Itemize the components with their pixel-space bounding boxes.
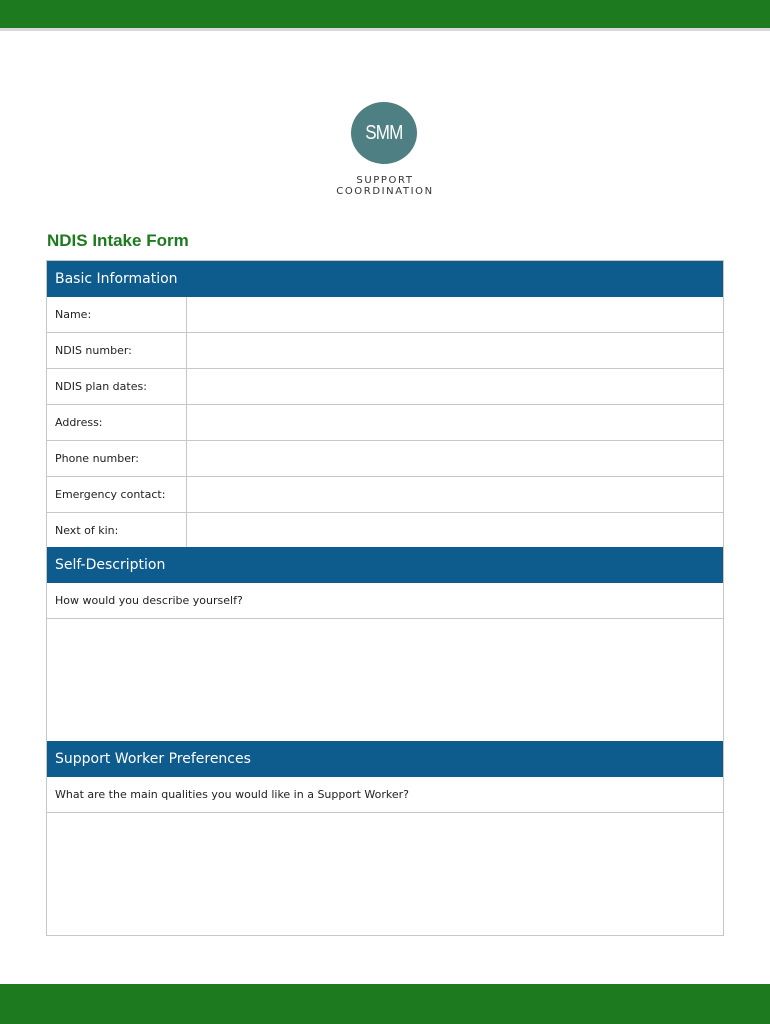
field-label-phone-number: Phone number: [47, 441, 187, 476]
worker-preferences-answer-field[interactable] [47, 813, 723, 935]
self-description-answer-field[interactable] [47, 619, 723, 741]
top-divider [0, 28, 770, 31]
field-label-address: Address: [47, 405, 187, 440]
field-label-emergency-contact: Emergency contact: [47, 477, 187, 512]
field-label-name: Name: [47, 297, 187, 332]
worker-preferences-question: What are the main qualities you would like in a Support Worker? [47, 777, 723, 813]
field-label-ndis-plan-dates: NDIS plan dates: [47, 369, 187, 404]
field-row-next-of-kin [47, 513, 723, 549]
self-description-question: How would you describe yourself? [47, 583, 723, 619]
form-title: NDIS Intake Form [47, 231, 189, 250]
next-of-kin-field[interactable] [188, 513, 723, 548]
address-field[interactable] [188, 405, 723, 440]
bottom-banner [0, 984, 770, 1024]
ndis-plan-dates-field[interactable] [188, 369, 723, 404]
name-field[interactable] [188, 297, 723, 332]
logo-text-support: SUPPORT [356, 175, 414, 186]
phone-number-field[interactable] [188, 441, 723, 476]
section-header-support-worker-preferences: Support Worker Preferences [47, 741, 723, 777]
intake-form [46, 260, 724, 936]
field-row-ndis-number [47, 333, 723, 369]
field-row-emergency-contact [47, 477, 723, 513]
field-row-ndis-plan-dates [47, 369, 723, 405]
section-header-self-description: Self-Description [47, 547, 723, 583]
logo-monogram: SMM [365, 121, 403, 144]
section-header-basic-information: Basic Information [47, 261, 723, 297]
field-label-next-of-kin: Next of kin: [47, 513, 187, 548]
ndis-number-field[interactable] [188, 333, 723, 368]
logo-text-coordination: COORDINATION [336, 186, 434, 197]
top-banner [0, 0, 770, 28]
logo-badge [351, 102, 417, 164]
field-label-ndis-number: NDIS number: [47, 333, 187, 368]
field-row-name [47, 297, 723, 333]
emergency-contact-field[interactable] [188, 477, 723, 512]
field-row-phone-number [47, 441, 723, 477]
field-row-address [47, 405, 723, 441]
